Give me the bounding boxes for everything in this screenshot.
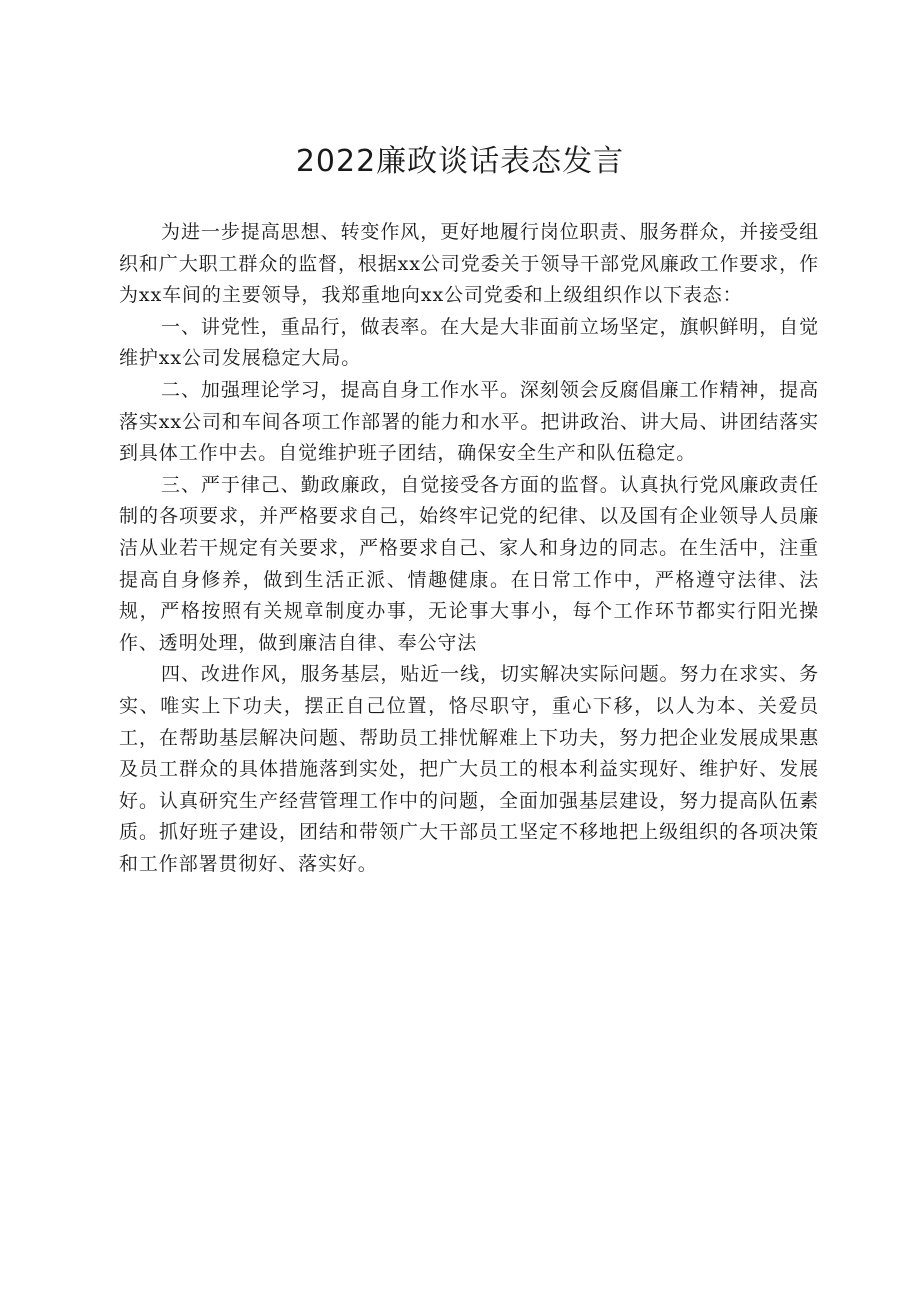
document-title: 2022廉政谈话表态发言 (295, 144, 625, 179)
paragraph-point-3: 三、严于律己、勤政廉政，自觉接受各方面的监督。认真执行党风廉政责任制的各项要求，并严格要求自己，始终牢记党的纪律、以及国有企业领导人员廉洁从业若干规定有关要求，严格要求自己、家人和身边的同志。在生活中，注重提高自身修养，做到生活正派、情趣健康。在日常工作中，严格遵守法律、法规，严格按照有关规章制度办事，无论事大事小，每个工作环节都实行阳光操作、透明处理，做到廉洁自律、奉公守法 (119, 473, 819, 654)
paragraph-intro: 为进一步提高思想、转变作风，更好地履行岗位职责、服务群众，并接受组织和广大职工群众的监督，根据xx公司党委关于领导干部党风廉政工作要求，作为xx车间的主要领导，我郑重地向xx公司党委和上级组织作以下表态： (119, 221, 819, 307)
paragraph-point-4: 四、改进作风，服务基层，贴近一线，切实解决实际问题。努力在求实、务实、唯实上下功夫，摆正自己位置，恪尽职守，重心下移，以人为本、关爱员工，在帮助基层解决问题、帮助员工排忧解难上下功夫，努力把企业发展成果惠及员工群众的具体措施落到实处，把广大员工的根本利益实现好、维护好、发展好。认真研究生产经营管理工作中的问题，全面加强基层建设，努力提高队伍素质。抓好班子建设，团结和带领广大干部员工坚定不移地把上级组织的各项决策和工作部署贯彻好、落实好。 (119, 663, 819, 875)
paragraph-point-2: 二、加强理论学习，提高自身工作水平。深刻领会反腐倡廉工作精神，提高落实xx公司和车间各项工作部署的能力和水平。把讲政治、讲大局、讲团结落实到具体工作中去。自觉维护班子团结，确保安全生产和队伍稳定。 (119, 378, 819, 465)
document-body (119, 217, 819, 880)
paragraph-point-1: 一、讲党性，重品行，做表率。在大是大非面前立场坚定，旗帜鲜明，自觉维护xx公司发展稳定大局。 (119, 315, 819, 370)
